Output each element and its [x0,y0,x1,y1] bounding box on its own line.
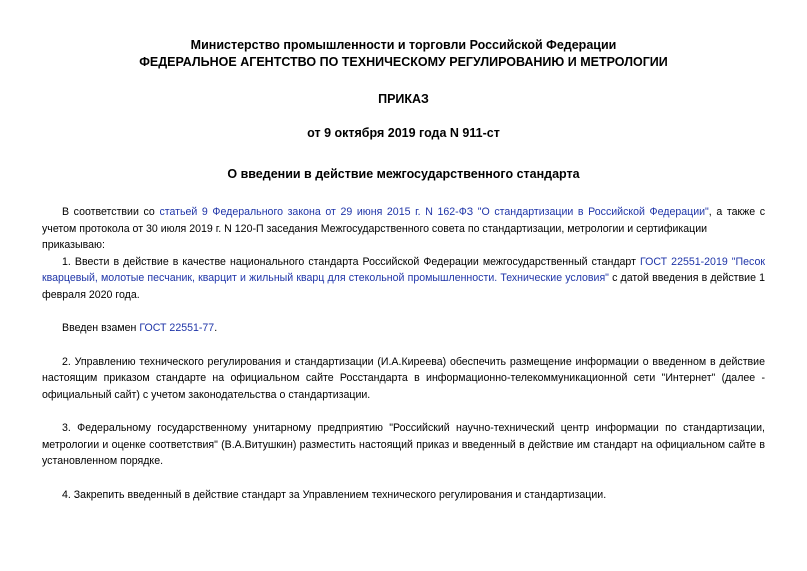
document-date-number: от 9 октября 2019 года N 911-ст [307,126,500,140]
item-1-paragraph [42,254,765,304]
gost-22551-2019-link[interactable]: ГОСТ 22551-2019 "Песок кварцевый, молотые песчаник, кварцит и жильный кварц для стекольной промышленности. Технические условия" [42,255,765,284]
document-title: О введении в действие межгосударственного стандарта [227,167,580,181]
order-word: приказываю: [42,239,105,251]
item-4-paragraph: 4. Закрепить введенный в действие стандарт за Управлением технического регулирования и стандартизации. [62,488,607,501]
document-type: ПРИКАЗ [378,92,429,106]
item-1-text-end: с датой введения в действие 1 февраля 2020 года. [42,272,765,301]
ministry-name: Министерство промышленности и торговли Российской Федерации [190,38,617,52]
agency-name: ФЕДЕРАЛЬНОЕ АГЕНТСТВО ПО ТЕХНИЧЕСКОМУ РЕГУЛИРОВАНИЮ И МЕТРОЛОГИИ [139,55,668,69]
replaced-paragraph [42,320,765,337]
item-1-text-start: 1. Ввести в действие в качестве национального стандарта Российской Федерации межгосударственный стандарт [62,255,640,268]
item-3-paragraph: 3. Федеральному государственному унитарному предприятию "Российский научно-технический центр информации по стандартизации, метрологии и оценке соответствия" (В.А.Витушкин) разместить настоящий приказ и введенный в действие им стандарт на официальном сайте в установленном порядке. [42,422,765,467]
federal-law-link[interactable]: статьей 9 Федерального закона от 29 июня 2015 г. N 162-ФЗ "О стандартизации в Российской Федерации" [159,206,709,218]
gost-22551-77-link[interactable]: ГОСТ 22551-77 [139,322,215,334]
replaced-text-end: . [214,322,218,334]
preamble-text-start: В соответствии со [62,206,160,218]
preamble-paragraph [42,204,765,237]
document-body [42,204,765,503]
preamble-text-end: , а также с учетом протокола от 30 июля 2019 г. N 120-П заседания Межгосударственного совета по стандартизации, метрологии и сертификации [42,206,766,235]
replaced-text-start: Введен взамен [62,322,140,334]
item-2-paragraph: 2. Управлению технического регулирования и стандартизации (И.А.Киреева) обеспечить размещение информации о введенном в действие настоящим приказом стандарте на официальном сайте Росстандарта в информационно-телекоммуникационной сети "Интернет" (далее - официальный сайт) с учетом законодательства о стандартизации. [42,355,765,401]
